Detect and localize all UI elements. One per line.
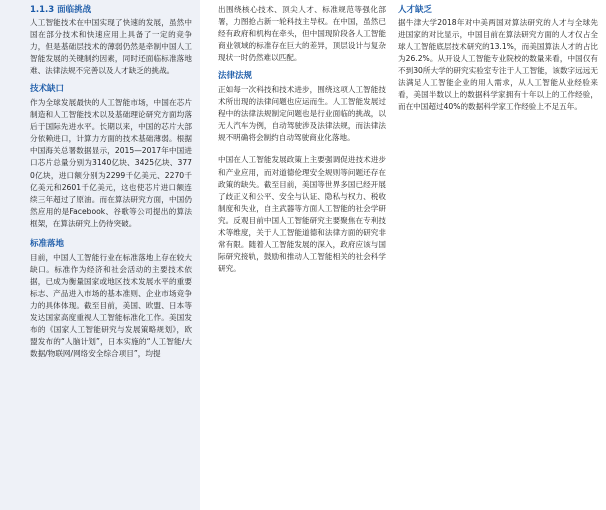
subheading-standards: 标准落地 bbox=[30, 238, 65, 249]
paragraph-gap bbox=[218, 144, 386, 154]
middle-column-content bbox=[218, 0, 386, 275]
paragraph-challenges-intro: 人工智能技术在中国实现了快速的发展，虽然中国在部分技术和快速应用上具备了一定的竞争力，但是基础层技术的薄弱仍然是牵制中国人工智能发展的关键制约因素，同时还面临标准落地难、法律法规不完善以及人才缺乏的挑战。 bbox=[30, 18, 192, 76]
paragraph-standards-continued: 出围绕核心技术、顶尖人才、标准规范等强化部署，力图抢占新一轮科技主导权。在中国，虽然已经有政府和机构在牵头，但中国现阶段各人工智能商业领域的标准存在巨大的差异，顶层设计与复杂现状一时仍然难以匹配。 bbox=[218, 5, 386, 63]
paragraph-standards: 目前，中国人工智能行业在标准落地上存在较大缺口。标准作为经济和社会活动的主要技术依据，已成为衡量国家或地区技术发展水平的重要标志、产品进入市场的基本准则、企业市场竞争力的具体体现。截至目前，美国、欧盟、日本等发达国家高度重视人工智能标准化工作。美国发布的《国家人工智能研究与发展策略规划》，欧盟发布的“人脑计划”，日本实施的“人工智能/大数据/物联网/网络安全综合项目”，均提 bbox=[30, 252, 192, 359]
paragraph-talent: 据牛津大学2018年对中美两国对算法研究的人才与全球先进国家的对比显示，中国目前在算法研究方面的人才仅占全球人工智能底层技术研究的13.1%，而美国算法人才的占比为26.2%。从开设人工智能专业院校的数量来看，中国仅有不到30所大学的研究实验室专注于人工智能，该数字远远无法满足人工智能企业的用人需求，从人工智能从业经验来看，美国半数以上的数据科学家拥有十年以上的工作经验，而在中国超过40%的数据科学家工作经验上不足五年。 bbox=[398, 18, 598, 112]
section-heading-challenges: 1.1.3 面临挑战 bbox=[30, 5, 92, 15]
paragraph-tech-gap: 作为全球发展最快的人工智能市场，中国在芯片制造和人工智能技术以及基础理论研究方面均落后于国际先进水平。长期以来，中国的芯片大部分依赖进口，计算力方面的技术基础薄弱。根据中国海关总署数据显示，2015—2017年中国进口芯片总量分别为3140亿块、3425亿块、3770亿块，进口额分别为2299千亿美元、2270千亿美元和2601千亿美元，这也使芯片进口额连续三年超过了原油。而在算法研究方面，中国仍然应用的是Facebook、谷歌等公司提出的算法框架，在算法研究上仍待突破。 bbox=[30, 98, 192, 228]
subheading-tech-gap: 技术缺口 bbox=[30, 84, 65, 95]
paragraph-laws: 正如每一次科技和技术进步，围绕这项人工智能技术所出现的法律问题也应运而生。人工智能发展过程中的法律法规制定问题也是行业面临的挑战，以无人汽车为例，自动驾驶涉及法律法规，而法律法规不明确将会制约自动驾驶商业化落地。 bbox=[218, 85, 386, 143]
right-column bbox=[398, 0, 598, 510]
subheading-laws: 法律法规 bbox=[218, 71, 253, 82]
middle-column bbox=[218, 0, 386, 510]
paragraph-policy: 中国在人工智能发展政策上主要强调促进技术进步和产业应用，而对道德伦理安全规则等问题还存在政策的缺失。截至目前，美国等世界多国已经开展了歧正义和公平、安全与认证、隐私与权力、税收制度和失业，自主武器等方面人工智能的社会学研究。反观目前中国人工智能研究主要聚焦在专利技术等维度，关于人工智能道德和法律方面的研究非常有限。随着人工智能发展的深入，政府应该与国际研究接轨，鼓励和推动人工智能相关的社会科学研究。 bbox=[218, 155, 386, 273]
right-column-content bbox=[398, 0, 598, 113]
subheading-talent: 人才缺乏 bbox=[398, 5, 433, 15]
left-column-panel bbox=[0, 0, 200, 510]
left-column-content bbox=[0, 0, 200, 360]
